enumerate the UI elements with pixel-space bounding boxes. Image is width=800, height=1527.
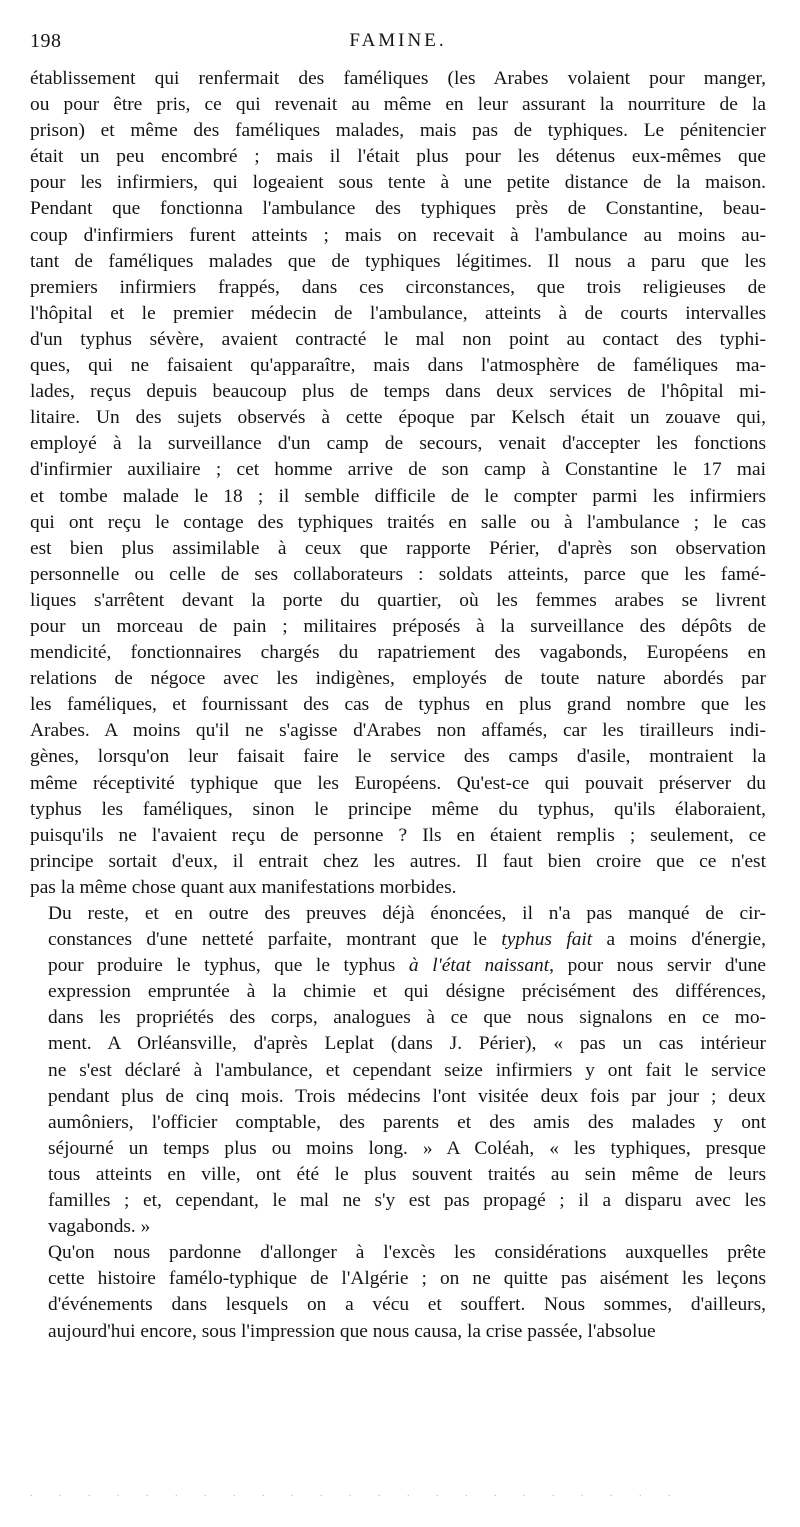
text-line: vagabonds. » (48, 1216, 151, 1238)
text-line: était un peu encombré ; mais il l'était plus pour les détenus eux-mêmes que (30, 146, 766, 168)
text-line: cette histoire famélo-typhique de l'Algérie ; on ne quitte pas aisément les leçons (48, 1268, 766, 1290)
text-line: tant de faméliques malades que de typhiques légitimes. Il nous a paru que les (30, 250, 766, 272)
text-line: lades, reçus depuis beaucoup plus de temps dans deux services de l'hôpital mi- (30, 381, 766, 403)
scan-noise: . . . . . . . . . . . . . . . . . . . . . . . (30, 1488, 683, 1496)
text-line: constances d'une netteté parfaite, montrant que le typhus fait a moins d'énergie, (48, 929, 766, 951)
text-line: et tombe malade le 18 ; il semble difficile de le compter parmi les infirmiers (30, 485, 766, 507)
italic-phrase: à l'état naissant (408, 955, 550, 977)
running-head (30, 30, 766, 64)
text-line: gènes, lorsqu'on leur faisait faire le service des camps d'asile, montraient la (30, 746, 766, 768)
text-line: mendicité, fonctionnaires chargés du rapatriement des vagabonds, Européens en (30, 642, 766, 664)
paragraph (30, 901, 766, 1240)
page-number: 198 (30, 30, 62, 52)
text-line: pour un morceau de pain ; militaires préposés à la surveillance des dépôts de (30, 615, 766, 637)
text-line: même réceptivité typhique que les Européens. Qu'est-ce qui pouvait préserver du (30, 772, 766, 794)
text-line: d'événements dans lesquels on a vécu et souffert. Nous sommes, d'ailleurs, (48, 1294, 766, 1316)
paragraph (30, 1240, 766, 1344)
text-line: expression empruntée à la chimie et qui désigne précisément des différences, (48, 981, 766, 1003)
text-line: coup d'infirmiers furent atteints ; mais on recevait à l'ambulance au moins au- (30, 224, 766, 246)
text-line: séjourné un temps plus ou moins long. » A Coléah, « les typhiques, presque (48, 1137, 766, 1159)
text-line: établissement qui renfermait des faméliques (les Arabes volaient pour manger, (30, 68, 766, 89)
text-line: employé à la surveillance d'un camp de secours, venait d'accepter les fonctions (30, 433, 766, 455)
book-page (30, 30, 766, 1345)
text-line: puisqu'ils ne l'avaient reçu de personne ? Ils en étaient remplis ; seulement, ce (30, 824, 766, 846)
text-line: d'infirmier auxiliaire ; cet homme arrive de son camp à Constantine le 17 mai (30, 459, 766, 481)
running-title: FAMINE. (349, 30, 447, 51)
text-line: litaire. Un des sujets observés à cette époque par Kelsch était un zouave qui, (30, 407, 766, 429)
text-line: qui ont reçu le contage des typhiques traités en salle ou à l'ambulance ; le cas (30, 511, 766, 533)
text-line: typhus les faméliques, sinon le principe même du typhus, qu'ils élaboraient, (30, 798, 766, 820)
text-line: prison) et même des faméliques malades, mais pas de typhiques. Le pénitencier (30, 120, 766, 142)
text-line: ment. A Orléansville, d'après Leplat (dans J. Périer), « pas un cas intérieur (48, 1033, 766, 1055)
text-line: les faméliques, et fournissant des cas de typhus en plus grand nombre que les (30, 694, 766, 716)
text-line: l'hôpital et le premier médecin de l'ambulance, atteints à de courts intervalles (30, 302, 766, 324)
text-line: familles ; et, cependant, le mal ne s'y est pas propagé ; il a disparu avec les (48, 1190, 766, 1212)
text-line: pour produire le typhus, que le typhus à l'état naissant, pour nous servir d'une (48, 955, 766, 977)
text-line: dans les propriétés des corps, analogues à ce que nous signalons en ce mo- (48, 1007, 766, 1029)
italic-phrase: typhus fait (501, 929, 593, 951)
text-line: aujourd'hui encore, sous l'impression que nous causa, la crise passée, l'absolue (48, 1320, 656, 1342)
text-line: d'un typhus sévère, avaient contracté le mal non point au contact des typhi- (30, 328, 766, 350)
text-line: ou pour être pris, ce qui revenait au même en leur assurant la nourriture de la (30, 94, 766, 116)
text-line: Du reste, et en outre des preuves déjà énoncées, il n'a pas manqué de cir- (48, 903, 766, 924)
text-line: aumôniers, l'officier comptable, des parents et des amis des malades y ont (48, 1111, 766, 1133)
text-line: premiers infirmiers frappés, dans ces circonstances, que trois religieuses de (30, 276, 766, 298)
paragraph (30, 66, 766, 901)
text-line: personnelle ou celle de ses collaborateurs : soldats atteints, parce que les famé- (30, 563, 766, 585)
text-line: ne s'est déclaré à l'ambulance, et cependant seize infirmiers y ont fait le service (48, 1059, 766, 1081)
text-line: est bien plus assimilable à ceux que rapporte Périer, d'après son observation (30, 537, 766, 559)
text-line: relations de négoce avec les indigènes, employés de toute nature abordés par (30, 668, 766, 690)
text-line: Arabes. A moins qu'il ne s'agisse d'Arabes non affamés, car les tirailleurs indi- (30, 720, 766, 742)
text-line: principe sortait d'eux, il entrait chez les autres. Il faut bien croire que ce n'est (30, 850, 766, 872)
text-line: pour les infirmiers, qui logeaient sous tente à une petite distance de la maison. (30, 172, 766, 194)
body-text (30, 66, 766, 1345)
text-line: tous atteints en ville, ont été le plus souvent traités au sein même de leurs (48, 1163, 766, 1185)
text-line: Pendant que fonctionna l'ambulance des typhiques près de Constantine, beau- (30, 198, 766, 220)
text-line: liques s'arrêtent devant la porte du quartier, où les femmes arabes se livrent (30, 589, 766, 611)
text-line: ques, qui ne faisaient qu'apparaître, mais dans l'atmosphère de faméliques ma- (30, 355, 766, 377)
text-line: pas la même chose quant aux manifestations morbides. (30, 876, 457, 898)
text-line: Qu'on nous pardonne d'allonger à l'excès les considérations auxquelles prête (48, 1242, 766, 1264)
text-line: pendant plus de cinq mois. Trois médecins l'ont visitée deux fois par jour ; deux (48, 1085, 766, 1107)
